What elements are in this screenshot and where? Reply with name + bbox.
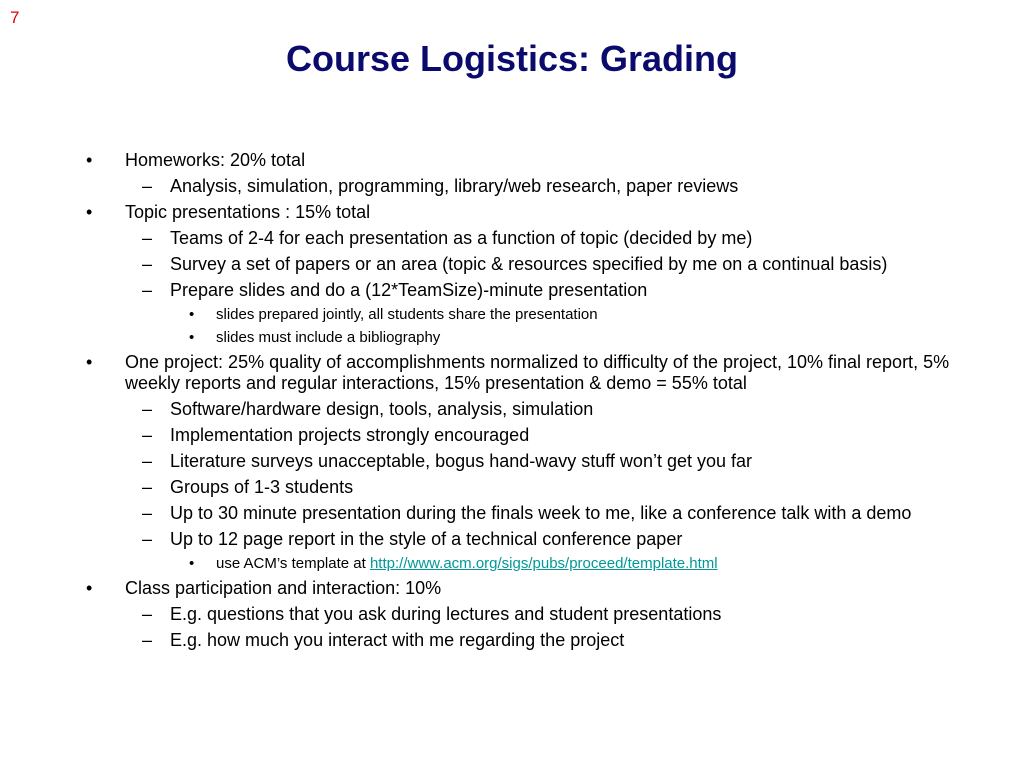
sub-bullet-text: E.g. how much you interact with me regarding the project (170, 630, 625, 650)
slide-title: Course Logistics: Grading (285, 38, 739, 79)
sub-bullet-text: Up to 30 minute presentation during the finals week to me, like a conference talk with a demo (170, 503, 912, 523)
sub-sub-bullet-text: slides must include a bibliography (216, 329, 441, 346)
bullet-text: Class participation and interaction: 10% (125, 578, 442, 598)
bullet-topic-presentations (86, 202, 976, 223)
sub-bullet (86, 425, 976, 446)
sub-sub-bullet (86, 555, 976, 573)
sub-bullet (86, 477, 976, 498)
dash-marker: – (142, 280, 153, 300)
bullet-marker: • (86, 150, 93, 170)
bullet-one-project (86, 352, 976, 394)
dash-marker: – (142, 228, 153, 248)
dash-marker: – (142, 529, 153, 549)
bullet-text: Homeworks: 20% total (125, 150, 306, 170)
dash-marker: – (142, 254, 153, 274)
dash-marker: – (142, 399, 153, 419)
bullet-text: One project: 25% quality of accomplishments normalized to difficulty of the project, 10% final report, 5% weekly reports and regular interactions, 15% presentation & demo = 55% total (125, 352, 950, 393)
sub-bullet-text: Analysis, simulation, programming, library/web research, paper reviews (170, 176, 739, 196)
acm-template-link[interactable]: http://www.acm.org/sigs/pubs/proceed/template.html (369, 555, 718, 572)
sub-bullet-text: Up to 12 page report in the style of a technical conference paper (170, 529, 683, 549)
bullet-list (86, 150, 976, 651)
sub-bullet-text: Prepare slides and do a (12*TeamSize)-minute presentation (170, 280, 648, 300)
sub-bullet-text: Implementation projects strongly encouraged (170, 425, 530, 445)
sub-sub-bullet-text: use ACM’s template at (216, 555, 370, 572)
sub-bullet (86, 399, 976, 420)
bullet-marker: • (86, 578, 93, 598)
bullet-text: Topic presentations : 15% total (125, 202, 371, 222)
dash-marker: – (142, 425, 153, 445)
sub-sub-bullet-text: slides prepared jointly, all students share the presentation (216, 306, 598, 323)
sub-sub-bullet (86, 329, 976, 347)
dash-marker: – (142, 176, 153, 196)
sub-bullet (86, 630, 976, 651)
small-bullet-marker: • (189, 555, 195, 572)
sub-bullet-text: Teams of 2-4 for each presentation as a function of topic (decided by me) (170, 228, 753, 248)
sub-bullet-text: Software/hardware design, tools, analysis, simulation (170, 399, 594, 419)
sub-bullet-text: Literature surveys unacceptable, bogus hand-wavy stuff won’t get you far (170, 451, 753, 471)
slide-number: 7 (10, 8, 20, 27)
bullet-homeworks (86, 150, 976, 171)
sub-bullet (86, 280, 976, 301)
dash-marker: – (142, 604, 153, 624)
dash-marker: – (142, 503, 153, 523)
sub-bullet (86, 228, 976, 249)
small-bullet-marker: • (189, 329, 195, 346)
sub-bullet-text: E.g. questions that you ask during lectures and student presentations (170, 604, 722, 624)
bullet-marker: • (86, 352, 93, 372)
dash-marker: – (142, 451, 153, 471)
sub-bullet (86, 176, 976, 197)
sub-bullet (86, 503, 976, 524)
sub-bullet (86, 254, 976, 275)
dash-marker: – (142, 630, 153, 650)
sub-bullet (86, 529, 976, 550)
dash-marker: – (142, 477, 153, 497)
sub-sub-bullet (86, 306, 976, 324)
sub-bullet (86, 451, 976, 472)
sub-bullet-text: Survey a set of papers or an area (topic & resources specified by me on a continual basis) (170, 254, 888, 274)
sub-bullet (86, 604, 976, 625)
small-bullet-marker: • (189, 306, 195, 323)
bullet-marker: • (86, 202, 93, 222)
sub-bullet-text: Groups of 1-3 students (170, 477, 354, 497)
bullet-class-participation (86, 578, 976, 599)
